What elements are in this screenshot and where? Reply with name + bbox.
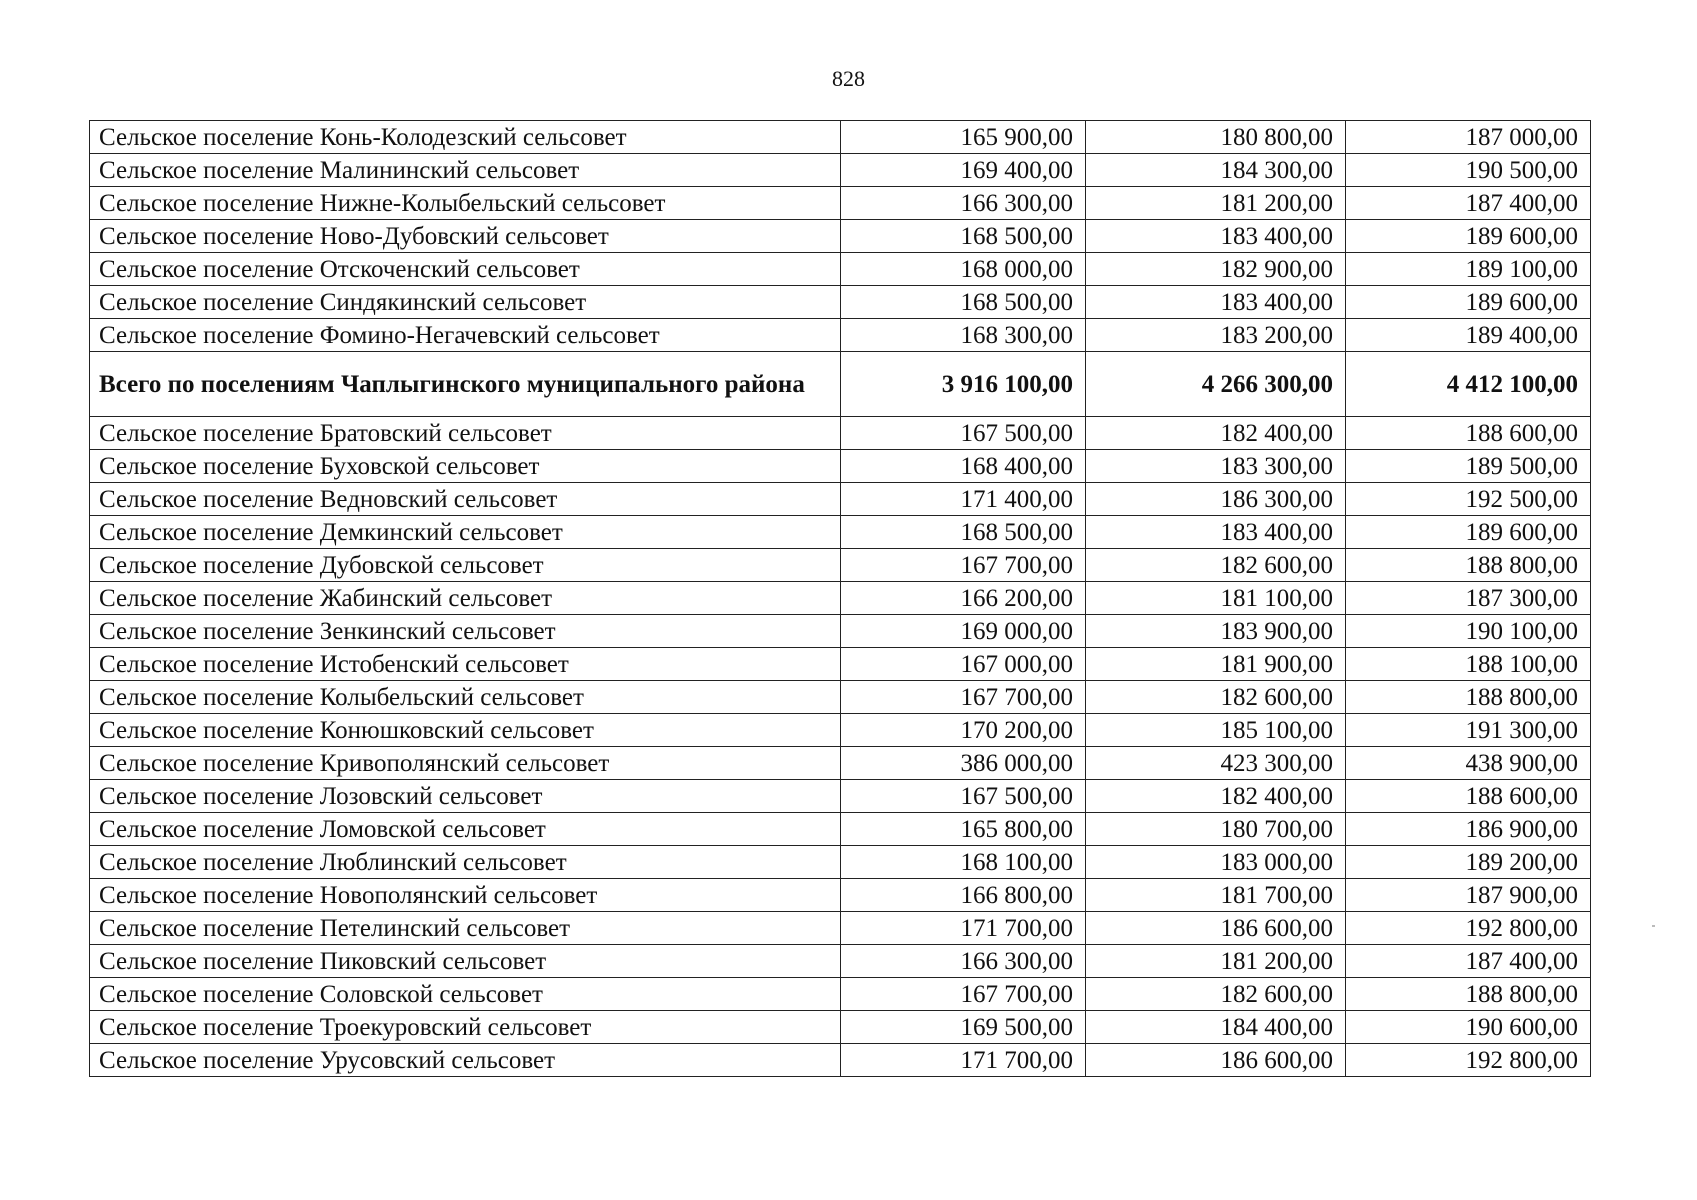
amount-col1-cell: 166 300,00 xyxy=(841,187,1086,220)
amount-col1-cell: 168 500,00 xyxy=(841,286,1086,319)
amount-col2-cell: 182 900,00 xyxy=(1086,253,1346,286)
table-row xyxy=(90,813,1591,846)
table-row xyxy=(90,780,1591,813)
amount-col3-cell: 191 300,00 xyxy=(1346,714,1591,747)
amount-col1-cell: 167 700,00 xyxy=(841,681,1086,714)
table-row xyxy=(90,1044,1591,1077)
amount-col1-cell: 169 500,00 xyxy=(841,1011,1086,1044)
amount-col1-cell: 3 916 100,00 xyxy=(841,352,1086,417)
settlement-name-cell: Сельское поселение Истобенский сельсовет xyxy=(90,648,841,681)
table-row xyxy=(90,978,1591,1011)
table-row xyxy=(90,615,1591,648)
amount-col2-cell: 183 400,00 xyxy=(1086,286,1346,319)
amount-col1-cell: 168 500,00 xyxy=(841,220,1086,253)
settlement-name-cell: Сельское поселение Ново-Дубовский сельсовет xyxy=(90,220,841,253)
amount-col1-cell: 167 700,00 xyxy=(841,549,1086,582)
amount-col1-cell: 170 200,00 xyxy=(841,714,1086,747)
settlement-name-cell: Сельское поселение Петелинский сельсовет xyxy=(90,912,841,945)
amount-col2-cell: 186 600,00 xyxy=(1086,1044,1346,1077)
table-body xyxy=(90,121,1591,1077)
table-row xyxy=(90,648,1591,681)
settlement-name-cell: Сельское поселение Соловской сельсовет xyxy=(90,978,841,1011)
settlement-name-cell: Сельское поселение Колыбельский сельсовет xyxy=(90,681,841,714)
settlement-name-cell: Сельское поселение Урусовский сельсовет xyxy=(90,1044,841,1077)
amount-col3-cell: 188 100,00 xyxy=(1346,648,1591,681)
settlement-name-cell: Сельское поселение Малининский сельсовет xyxy=(90,154,841,187)
settlement-name-cell: Сельское поселение Синдякинский сельсовет xyxy=(90,286,841,319)
amount-col1-cell: 168 000,00 xyxy=(841,253,1086,286)
amount-col3-cell: 187 900,00 xyxy=(1346,879,1591,912)
amount-col3-cell: 188 800,00 xyxy=(1346,978,1591,1011)
amount-col2-cell: 182 600,00 xyxy=(1086,681,1346,714)
settlement-name-cell: Сельское поселение Лозовский сельсовет xyxy=(90,780,841,813)
settlement-name-cell: Сельское поселение Люблинский сельсовет xyxy=(90,846,841,879)
amount-col2-cell: 183 200,00 xyxy=(1086,319,1346,352)
amount-col1-cell: 169 000,00 xyxy=(841,615,1086,648)
amount-col2-cell: 182 400,00 xyxy=(1086,780,1346,813)
amount-col2-cell: 181 200,00 xyxy=(1086,187,1346,220)
amount-col2-cell: 186 300,00 xyxy=(1086,483,1346,516)
settlement-name-cell: Сельское поселение Демкинский сельсовет xyxy=(90,516,841,549)
amount-col3-cell: 187 400,00 xyxy=(1346,945,1591,978)
amount-col1-cell: 167 500,00 xyxy=(841,417,1086,450)
amount-col3-cell: 188 800,00 xyxy=(1346,549,1591,582)
amount-col2-cell: 182 600,00 xyxy=(1086,978,1346,1011)
amount-col3-cell: 189 600,00 xyxy=(1346,286,1591,319)
amount-col3-cell: 192 500,00 xyxy=(1346,483,1591,516)
amount-col2-cell: 182 600,00 xyxy=(1086,549,1346,582)
amount-col1-cell: 171 700,00 xyxy=(841,912,1086,945)
amount-col2-cell: 181 900,00 xyxy=(1086,648,1346,681)
settlement-name-cell: Сельское поселение Пиковский сельсовет xyxy=(90,945,841,978)
settlement-name-cell: Сельское поселение Братовский сельсовет xyxy=(90,417,841,450)
amount-col2-cell: 181 100,00 xyxy=(1086,582,1346,615)
amount-col3-cell: 189 600,00 xyxy=(1346,220,1591,253)
settlement-name-cell: Сельское поселение Троекуровский сельсовет xyxy=(90,1011,841,1044)
amount-col2-cell: 423 300,00 xyxy=(1086,747,1346,780)
settlement-name-cell: Сельское поселение Зенкинский сельсовет xyxy=(90,615,841,648)
amount-col2-cell: 180 700,00 xyxy=(1086,813,1346,846)
amount-col3-cell: 192 800,00 xyxy=(1346,912,1591,945)
table-row xyxy=(90,879,1591,912)
amount-col2-cell: 182 400,00 xyxy=(1086,417,1346,450)
settlement-name-cell: Сельское поселение Нижне-Колыбельский сельсовет xyxy=(90,187,841,220)
amount-col3-cell: 187 300,00 xyxy=(1346,582,1591,615)
amount-col1-cell: 168 400,00 xyxy=(841,450,1086,483)
table-row xyxy=(90,286,1591,319)
amount-col1-cell: 168 500,00 xyxy=(841,516,1086,549)
table-row xyxy=(90,417,1591,450)
amount-col2-cell: 181 700,00 xyxy=(1086,879,1346,912)
amount-col2-cell: 180 800,00 xyxy=(1086,121,1346,154)
amount-col1-cell: 171 700,00 xyxy=(841,1044,1086,1077)
settlement-name-cell: Сельское поселение Ведновский сельсовет xyxy=(90,483,841,516)
table-row xyxy=(90,846,1591,879)
amount-col1-cell: 167 700,00 xyxy=(841,978,1086,1011)
amount-col3-cell: 190 500,00 xyxy=(1346,154,1591,187)
settlement-name-cell: Сельское поселение Дубовской сельсовет xyxy=(90,549,841,582)
amount-col2-cell: 186 600,00 xyxy=(1086,912,1346,945)
amount-col1-cell: 169 400,00 xyxy=(841,154,1086,187)
amount-col3-cell: 186 900,00 xyxy=(1346,813,1591,846)
amount-col3-cell: 188 600,00 xyxy=(1346,417,1591,450)
table-row xyxy=(90,549,1591,582)
settlement-name-cell: Сельское поселение Фомино-Негачевский сельсовет xyxy=(90,319,841,352)
settlement-name-cell: Сельское поселение Новополянский сельсовет xyxy=(90,879,841,912)
amount-col3-cell: 189 500,00 xyxy=(1346,450,1591,483)
amount-col3-cell: 188 600,00 xyxy=(1346,780,1591,813)
amount-col1-cell: 167 000,00 xyxy=(841,648,1086,681)
amount-col1-cell: 167 500,00 xyxy=(841,780,1086,813)
settlement-name-cell: Сельское поселение Конь-Колодезский сельсовет xyxy=(90,121,841,154)
settlement-name-cell: Сельское поселение Отскоченский сельсовет xyxy=(90,253,841,286)
table-row xyxy=(90,714,1591,747)
amount-col3-cell: 189 600,00 xyxy=(1346,516,1591,549)
scan-speck xyxy=(1652,925,1655,927)
amount-col1-cell: 168 300,00 xyxy=(841,319,1086,352)
amount-col2-cell: 184 400,00 xyxy=(1086,1011,1346,1044)
amount-col2-cell: 4 266 300,00 xyxy=(1086,352,1346,417)
amount-col3-cell: 189 200,00 xyxy=(1346,846,1591,879)
amount-col1-cell: 168 100,00 xyxy=(841,846,1086,879)
settlement-name-cell: Сельское поселение Кривополянский сельсовет xyxy=(90,747,841,780)
table-row xyxy=(90,319,1591,352)
amount-col3-cell: 438 900,00 xyxy=(1346,747,1591,780)
table-row xyxy=(90,220,1591,253)
settlement-name-cell: Сельское поселение Ломовской сельсовет xyxy=(90,813,841,846)
settlements-budget-table xyxy=(89,120,1591,1077)
amount-col3-cell: 189 400,00 xyxy=(1346,319,1591,352)
amount-col2-cell: 183 900,00 xyxy=(1086,615,1346,648)
amount-col2-cell: 181 200,00 xyxy=(1086,945,1346,978)
table-row xyxy=(90,945,1591,978)
amount-col1-cell: 166 800,00 xyxy=(841,879,1086,912)
amount-col2-cell: 183 400,00 xyxy=(1086,220,1346,253)
table-row xyxy=(90,516,1591,549)
amount-col3-cell: 192 800,00 xyxy=(1346,1044,1591,1077)
settlement-name-cell: Всего по поселениям Чаплыгинского муниципального района xyxy=(90,352,841,417)
settlement-name-cell: Сельское поселение Жабинский сельсовет xyxy=(90,582,841,615)
amount-col3-cell: 190 600,00 xyxy=(1346,1011,1591,1044)
amount-col3-cell: 4 412 100,00 xyxy=(1346,352,1591,417)
amount-col3-cell: 187 400,00 xyxy=(1346,187,1591,220)
table-row xyxy=(90,582,1591,615)
amount-col2-cell: 183 000,00 xyxy=(1086,846,1346,879)
table-row xyxy=(90,187,1591,220)
amount-col1-cell: 165 800,00 xyxy=(841,813,1086,846)
table-row xyxy=(90,747,1591,780)
table-row xyxy=(90,121,1591,154)
amount-col2-cell: 184 300,00 xyxy=(1086,154,1346,187)
table-row xyxy=(90,1011,1591,1044)
amount-col3-cell: 187 000,00 xyxy=(1346,121,1591,154)
table-row xyxy=(90,154,1591,187)
settlement-name-cell: Сельское поселение Буховской сельсовет xyxy=(90,450,841,483)
amount-col3-cell: 189 100,00 xyxy=(1346,253,1591,286)
settlement-name-cell: Сельское поселение Конюшковский сельсовет xyxy=(90,714,841,747)
table-row xyxy=(90,681,1591,714)
amount-col1-cell: 166 300,00 xyxy=(841,945,1086,978)
amount-col2-cell: 183 300,00 xyxy=(1086,450,1346,483)
table-row xyxy=(90,912,1591,945)
table-row xyxy=(90,253,1591,286)
amount-col2-cell: 183 400,00 xyxy=(1086,516,1346,549)
amount-col3-cell: 188 800,00 xyxy=(1346,681,1591,714)
amount-col2-cell: 185 100,00 xyxy=(1086,714,1346,747)
amount-col1-cell: 166 200,00 xyxy=(841,582,1086,615)
amount-col1-cell: 165 900,00 xyxy=(841,121,1086,154)
total-row xyxy=(90,352,1591,417)
amount-col1-cell: 171 400,00 xyxy=(841,483,1086,516)
amount-col3-cell: 190 100,00 xyxy=(1346,615,1591,648)
table-row xyxy=(90,483,1591,516)
page-number: 828 xyxy=(832,66,865,91)
table-row xyxy=(90,450,1591,483)
amount-col1-cell: 386 000,00 xyxy=(841,747,1086,780)
